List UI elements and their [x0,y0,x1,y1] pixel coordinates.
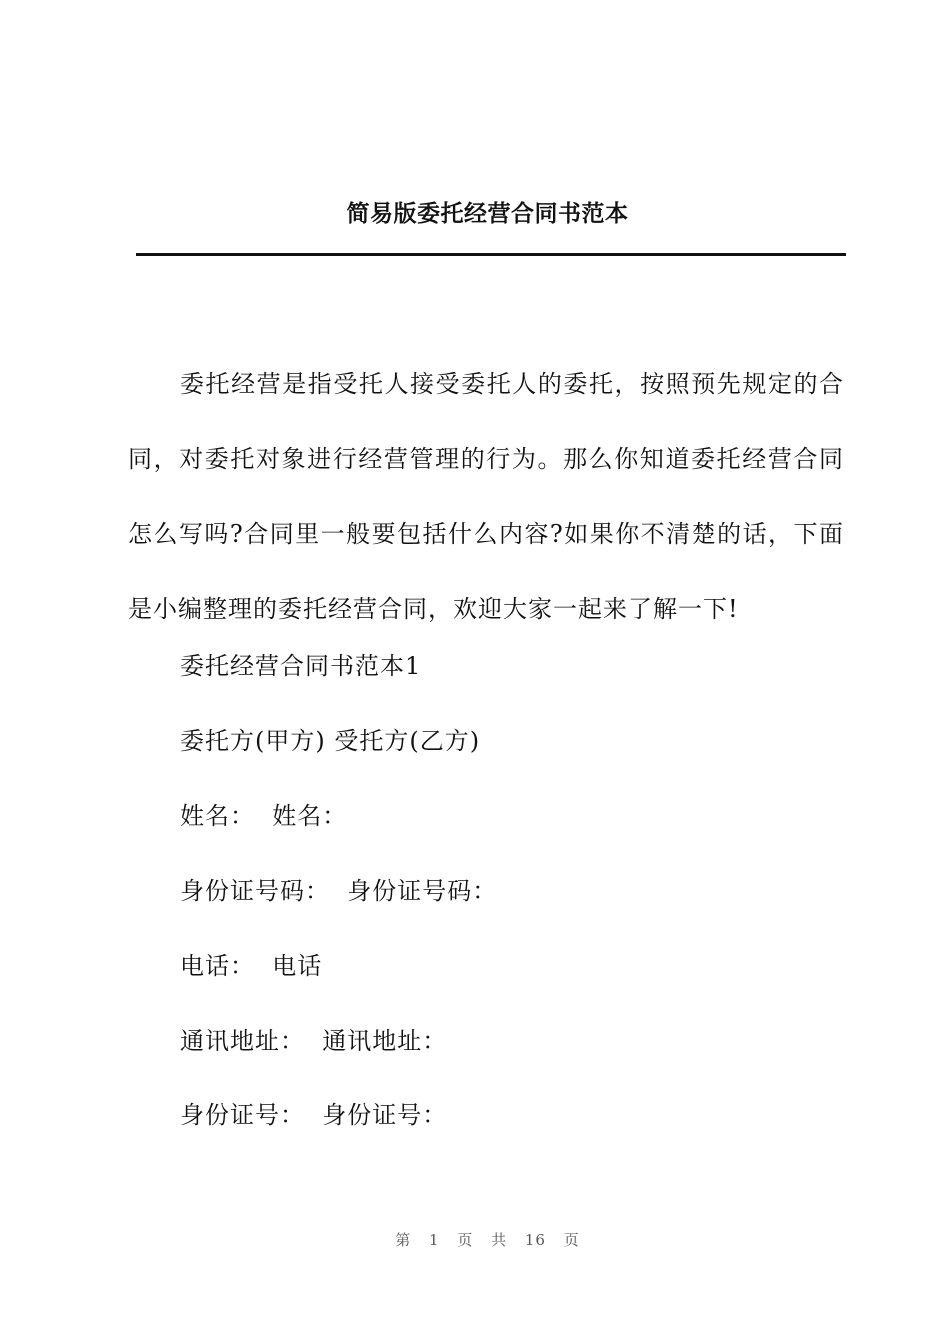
intro-paragraph: 委托经营是指受托人接受委托人的委托，按照预先规定的合同，对委托对象进行经营管理的行为。那么你知道委托经营合同怎么写吗?合同里一般要包括什么内容?如果你不清楚的话，下面是小编整理的委托经营合同，欢迎大家一起来了解一下! [128,370,844,623]
title-divider [136,253,846,256]
id-field-line: 身份证号： 身份证号： [180,1101,448,1129]
address-field-line: 通讯地址： 通讯地址： [180,1027,448,1055]
phone-field-line: 电话： 电话 [180,952,323,980]
page-number-footer: 第 1 页 共 16 页 [395,1231,580,1249]
parties-line: 委托方(甲方) 受托方(乙方) [180,727,481,755]
id-number-field-line: 身份证号码： 身份证号码： [180,877,498,905]
section-heading: 委托经营合同书范本1 [180,652,422,680]
document-title: 简易版委托经营合同书范本 [346,200,629,227]
name-field-line: 姓名： 姓名： [180,802,348,830]
